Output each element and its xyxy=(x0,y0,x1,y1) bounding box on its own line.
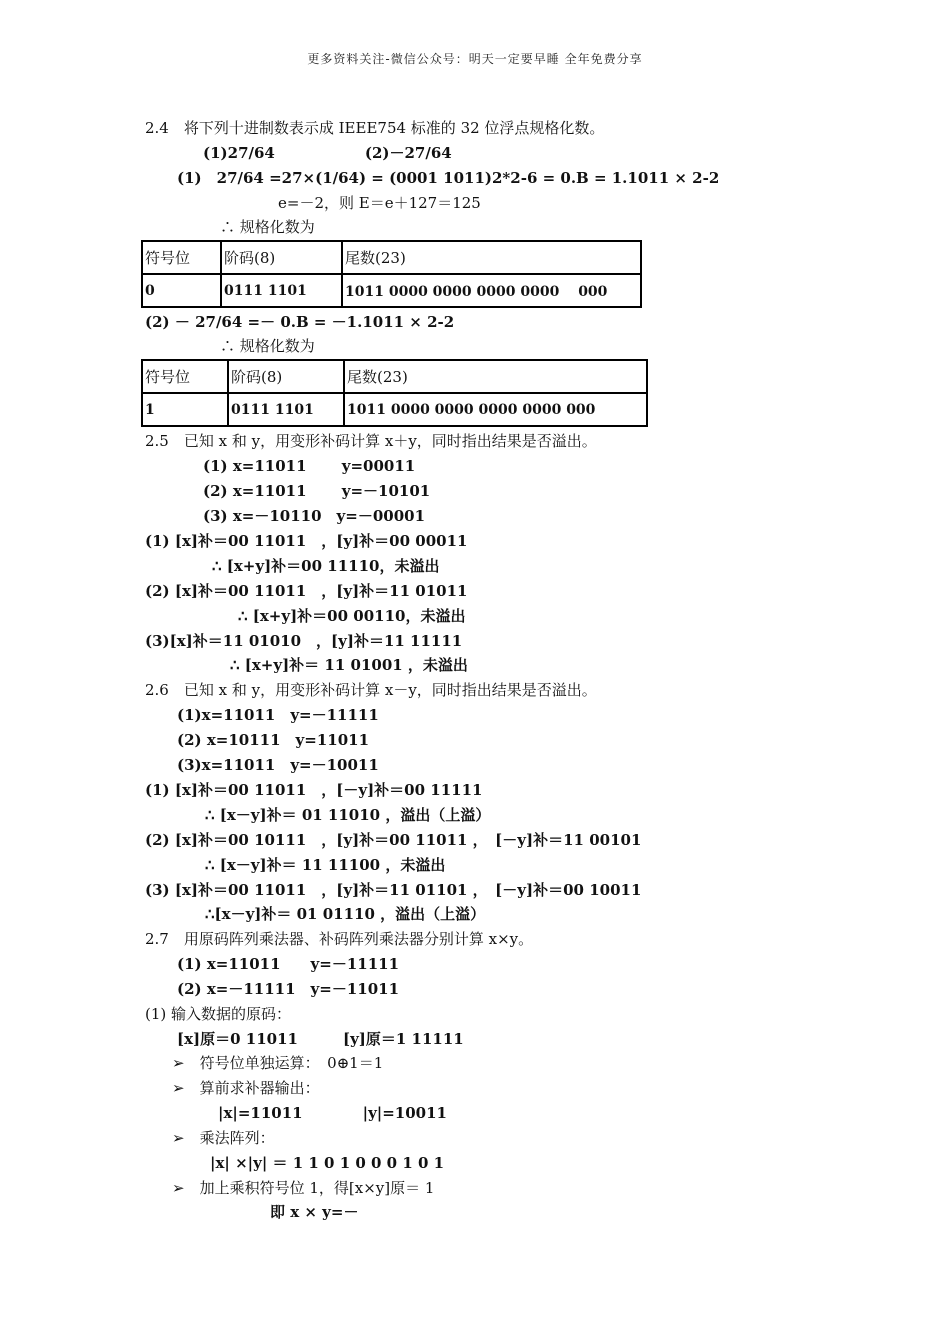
section-2-7-original-codes: [x]原＝0 11011 [y]原＝1 11111 xyxy=(177,1030,464,1048)
section-2-4-table-1 xyxy=(141,240,642,308)
table-header-cell: 符号位 xyxy=(142,241,221,274)
section-2-7-product-sign-step: ➢ 加上乘积符号位 1，得[x×y]原＝ 1 xyxy=(172,1179,435,1197)
section-2-6-answer-1-result: ∴ [x－y]补＝ 01 11010 ，溢出（上溢） xyxy=(205,806,491,824)
section-2-6-question-1: (1)x=11011 y=－11111 xyxy=(177,706,379,724)
section-2-7-multiplier-array-result: |x| ×|y| ＝ 1 1 0 1 0 0 0 1 0 1 xyxy=(210,1154,445,1172)
section-2-4-question: (1)27/64 (2)－27/64 xyxy=(203,144,452,162)
section-2-6-answer-2: (2) [x]补＝00 10111 ，[y]补＝00 11011 ， [－y]补＝11 00101 xyxy=(145,831,642,849)
section-2-7-complementer-step: ➢ 算前求补器输出： xyxy=(172,1079,320,1097)
table-cell: 0111 1101 xyxy=(228,393,344,426)
section-2-7-title: 2.7 用原码阵列乘法器、补码阵列乘法器分别计算 x×y。 xyxy=(145,930,534,948)
section-2-5-answer-1-result: ∴ [x+y]补＝00 11110，未溢出 xyxy=(212,557,440,575)
section-2-7-multiplier-array-step: ➢ 乘法阵列： xyxy=(172,1129,275,1147)
section-2-6-answer-3-result: ∴[x－y]补＝ 01 01110 ，溢出（上溢） xyxy=(205,905,486,923)
section-2-7-sign-bit-step: ➢ 符号位单独运算： 0⊕1＝1 xyxy=(172,1054,384,1072)
section-2-5-title: 2.5 已知 x 和 y，用变形补码计算 x＋y，同时指出结果是否溢出。 xyxy=(145,432,597,450)
table-row xyxy=(142,393,647,426)
section-2-4-table-2 xyxy=(141,359,648,427)
table-cell: 0 xyxy=(142,274,221,307)
section-2-7-answer-heading: (1) 输入数据的原码： xyxy=(145,1005,292,1023)
section-2-6-title: 2.6 已知 x 和 y，用变形补码计算 x－y，同时指出结果是否溢出。 xyxy=(145,681,597,699)
section-2-7-question-2: (2) x=－11111 y=－11011 xyxy=(177,980,400,998)
section-2-6-question-2: (2) x=10111 y=11011 xyxy=(177,731,370,749)
section-2-4-answer-1-line-1: (1) 27/64 =27×(1/64) = (0001 1011)2*2-6 = 0.B = 1.1011 × 2-2 xyxy=(177,169,720,187)
section-2-5-answer-3: (3)[x]补＝11 01010 ，[y]补＝11 11111 xyxy=(145,632,463,650)
section-2-4-answer-2-line-2: ∴ 规格化数为 xyxy=(220,337,315,355)
section-2-7-question-1: (1) x=11011 y=－11111 xyxy=(177,955,400,973)
section-2-4-answer-1-line-3: ∴ 规格化数为 xyxy=(220,218,315,236)
section-2-5-question-1: (1) x=11011 y=00011 xyxy=(203,457,416,475)
table-header-cell: 尾数(23) xyxy=(342,241,641,274)
section-2-5-question-3: (3) x=－10110 y=－00001 xyxy=(203,507,426,525)
table-header-row xyxy=(142,241,641,274)
section-2-6-answer-1: (1) [x]补＝00 11011 ，[－y]补＝00 11111 xyxy=(145,781,483,799)
table-header-row xyxy=(142,360,647,393)
table-cell: 1 xyxy=(142,393,228,426)
section-2-6-answer-2-result: ∴ [x－y]补＝ 11 11100 ，未溢出 xyxy=(205,856,446,874)
section-2-5-question-2: (2) x=11011 y=－10101 xyxy=(203,482,431,500)
section-2-4-answer-2-line-1: (2) － 27/64 =－ 0.B = －1.1011 × 2-2 xyxy=(145,313,455,331)
table-header-cell: 阶码(8) xyxy=(228,360,344,393)
table-header-cell: 阶码(8) xyxy=(221,241,342,274)
section-2-7-complementer-output: |x|=11011 |y|=10011 xyxy=(218,1104,447,1122)
section-2-4-answer-1-line-2: e=－2，则 E＝e＋127＝125 xyxy=(278,194,481,212)
table-cell: 1011 0000 0000 0000 0000 000 xyxy=(344,393,647,426)
table-row xyxy=(142,274,641,307)
table-cell: 1011 0000 0000 0000 0000 000 xyxy=(342,274,641,307)
page-header: 更多资料关注-微信公众号：明天一定要早睡 全年免费分享 xyxy=(307,52,643,66)
section-2-5-answer-1: (1) [x]补＝00 11011 ，[y]补＝00 00011 xyxy=(145,532,468,550)
section-2-6-question-3: (3)x=11011 y=－10011 xyxy=(177,756,379,774)
table-header-cell: 符号位 xyxy=(142,360,228,393)
section-2-5-answer-3-result: ∴ [x+y]补＝ 11 01001 ，未溢出 xyxy=(230,656,468,674)
section-2-7-final-result: 即 x × y=－ xyxy=(270,1203,359,1221)
section-2-5-answer-2-result: ∴ [x+y]补＝00 00110，未溢出 xyxy=(238,607,466,625)
section-2-6-answer-3: (3) [x]补＝00 11011 ，[y]补＝11 01101 ， [－y]补＝00 10011 xyxy=(145,881,642,899)
section-2-5-answer-2: (2) [x]补＝00 11011 ，[y]补＝11 01011 xyxy=(145,582,468,600)
table-header-cell: 尾数(23) xyxy=(344,360,647,393)
section-2-4-title: 2.4 将下列十进制数表示成 IEEE754 标准的 32 位浮点规格化数。 xyxy=(145,119,605,137)
table-cell: 0111 1101 xyxy=(221,274,342,307)
